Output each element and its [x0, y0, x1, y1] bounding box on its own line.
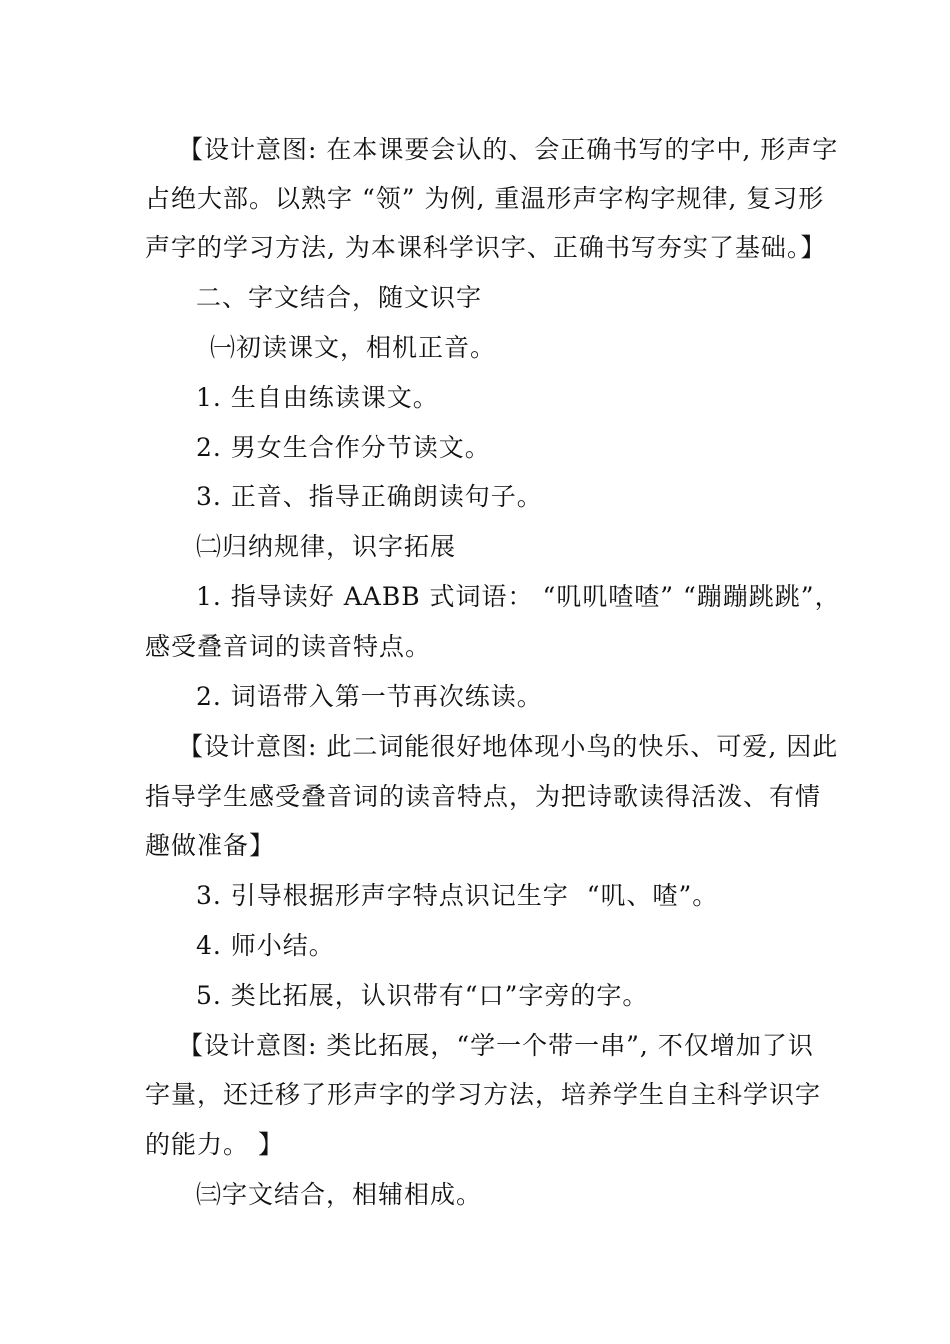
step-2-5: 5. 类比拓展，认识带有“口”字旁的字。: [196, 981, 649, 1010]
design-intent-3-line-2: 字量，还迁移了形声字的学习方法，培养学生自主科学识字: [145, 1080, 822, 1109]
step-1-2: 2. 男女生合作分节读文。: [196, 433, 491, 462]
design-intent-2-line-3: 趣做准备】: [145, 831, 276, 860]
design-intent-1-line-2: 占绝大部。以熟字 “领” 为例, 重温形声字构字规律, 复习形: [145, 184, 825, 213]
design-intent-1-line-1: 【设计意图: 在本课要会认的、会正确书写的字中, 形声字: [178, 135, 839, 164]
step-1-3: 3. 正音、指导正确朗读句子。: [196, 482, 543, 511]
step-1-1: 1. 生自由练读课文。: [196, 383, 439, 412]
step-2-4: 4. 师小结。: [196, 931, 335, 960]
step-2-1-line-2: 感受叠音词的读音特点。: [145, 632, 432, 661]
design-intent-1-line-3: 声字的学习方法, 为本课科学识字、正确书写夯实了基础。】: [145, 233, 827, 262]
design-intent-2-line-1: 【设计意图: 此二词能很好地体现小鸟的快乐、可爱, 因此: [178, 732, 839, 761]
design-intent-2-line-2: 指导学生感受叠音词的读音特点，为把诗歌读得活泼、有情: [145, 782, 822, 811]
section-heading-2: 二、字文结合，随文识字: [196, 283, 483, 312]
step-2-3: 3. 引导根据形声字特点识记生字 “叽、喳”。: [196, 881, 719, 910]
design-intent-3-line-3: 的能力。 】: [145, 1130, 284, 1159]
subheading-3: ㈢字文结合，相辅相成。: [196, 1180, 483, 1209]
subheading-1: ㈠初读课文，相机正音。: [210, 333, 497, 362]
design-intent-3-line-1: 【设计意图: 类比拓展，“学一个带一串”, 不仅增加了识: [178, 1031, 814, 1060]
step-2-2: 2. 词语带入第一节再次练读。: [196, 682, 543, 711]
step-2-1-line-1: 1. 指导读好 AABB 式词语： “叽叽喳喳” “蹦蹦跳跳”，: [196, 582, 841, 611]
subheading-2: ㈡归纳规律，识字拓展: [196, 532, 457, 561]
